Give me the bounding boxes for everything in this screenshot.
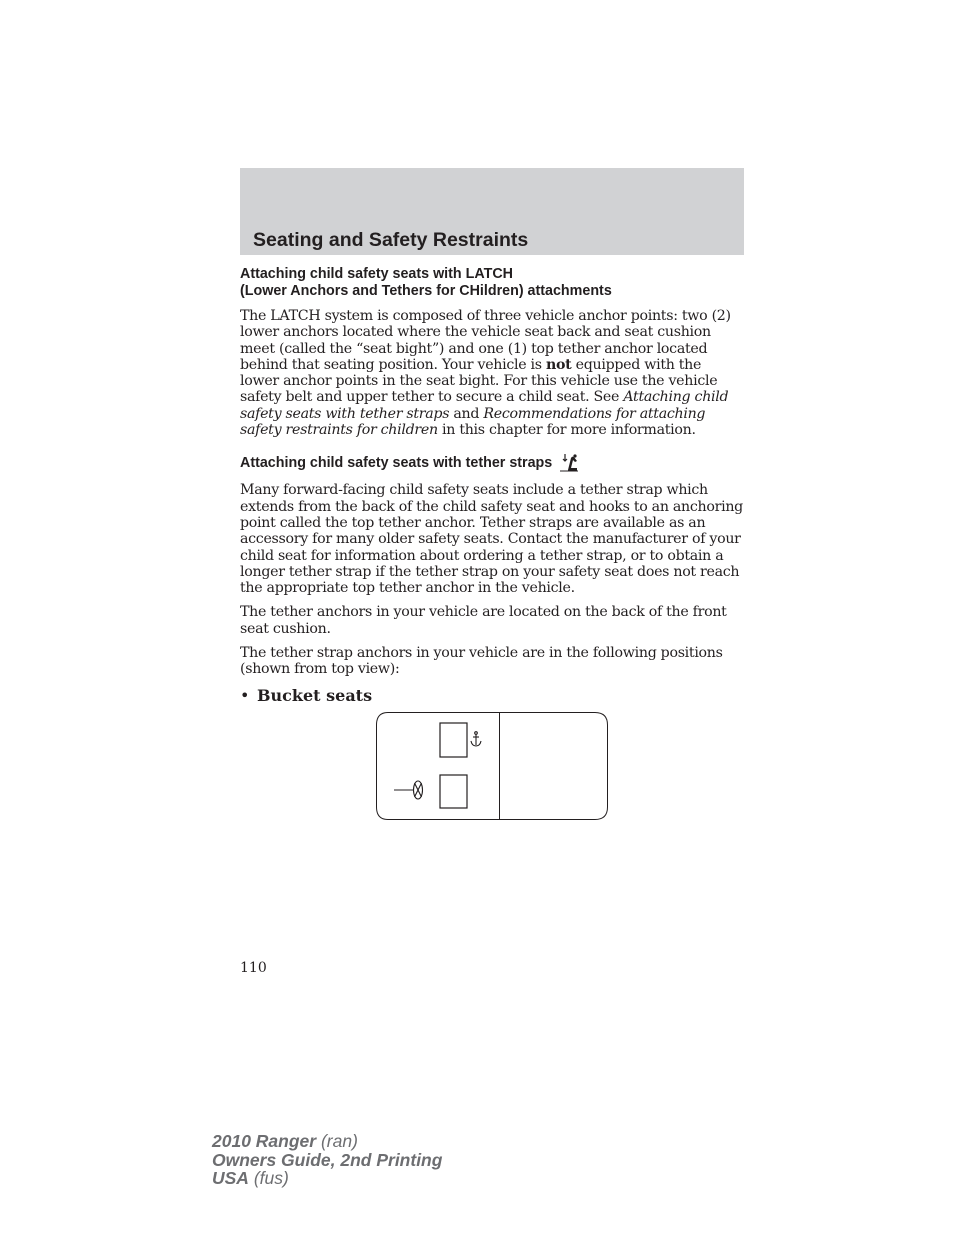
anchor-icon bbox=[471, 732, 481, 746]
passenger-seat bbox=[440, 723, 467, 757]
bullet-bucket-seats: Bucket seats bbox=[257, 685, 373, 705]
footer-printing: Owners Guide, 2nd Printing bbox=[212, 1149, 443, 1170]
footer-market: USA bbox=[212, 1168, 249, 1188]
section-header-band bbox=[240, 168, 744, 255]
latch-paragraph bbox=[240, 308, 744, 438]
footer-line-market bbox=[212, 1169, 442, 1188]
vehicle-outline bbox=[377, 713, 608, 820]
page-section-title: Seating and Safety Restraints bbox=[253, 229, 529, 251]
latch-heading bbox=[240, 266, 744, 299]
footer-market-code: (fus) bbox=[248, 1168, 289, 1188]
steering-wheel-icon bbox=[394, 781, 423, 799]
latch-text-and: and bbox=[449, 405, 484, 422]
latch-ref-recommendations: Recommendations for attaching safety restraints for children bbox=[240, 405, 706, 439]
footer-line-printing bbox=[212, 1151, 442, 1170]
page-number: 110 bbox=[240, 960, 267, 976]
bullet-dot: • bbox=[240, 685, 250, 705]
driver-seat bbox=[440, 775, 467, 808]
tether-paragraph-3: The tether strap anchors in your vehicle are in the following positions (shown from top view): bbox=[240, 645, 723, 678]
tether-heading: Attaching child safety seats with tether straps bbox=[240, 455, 553, 472]
tether-paragraph-1: Many forward-facing child safety seats include a tether strap which extends from the back of the child safety seat and hooks to an anchoring point called the top tether anchor. Tether straps are available as an accessory for many older safety seats. Contact the manufacturer of your child seat for information about ordering a tether strap, or to obtain a longer tether strap if the tether strap on your safety seat does not reach the appropriate top tether anchor in the vehicle. bbox=[240, 482, 743, 597]
main-content bbox=[240, 266, 744, 705]
latch-ref-tether: Attaching child safety seats with tether straps bbox=[240, 389, 729, 422]
latch-heading-line2: (Lower Anchors and Tethers for CHildren) attachments bbox=[240, 282, 612, 299]
footer-model-code: (ran) bbox=[316, 1131, 358, 1151]
document-footer bbox=[212, 1132, 442, 1188]
tether-paragraph-2: The tether anchors in your vehicle are located on the back of the front seat cushion. bbox=[240, 604, 727, 637]
tether-heading-row bbox=[240, 453, 744, 473]
bullet-item bbox=[240, 686, 744, 705]
latch-heading-line1: Attaching child safety seats with LATCH bbox=[240, 266, 514, 282]
tether-anchor-diagram bbox=[376, 712, 608, 820]
latch-text-b: equipped with the lower anchor points in the seat bight. For this vehicle use the vehicle safety belt and upper tether to secure a child seat. See bbox=[240, 356, 718, 406]
latch-text-not: not bbox=[545, 356, 572, 373]
footer-line-model bbox=[212, 1132, 442, 1151]
latch-text-end: in this chapter for more information. bbox=[437, 422, 696, 439]
child-seat-icon bbox=[558, 453, 580, 473]
latch-text-a: The LATCH system is composed of three vehicle anchor points: two (2) lower anchors located where the vehicle seat back and seat cushion meet (called the “seat bight”) and one (1) top tether anchor located behind that seating position. Your vehicle is bbox=[240, 308, 731, 373]
footer-model: 2010 Ranger bbox=[212, 1131, 317, 1151]
